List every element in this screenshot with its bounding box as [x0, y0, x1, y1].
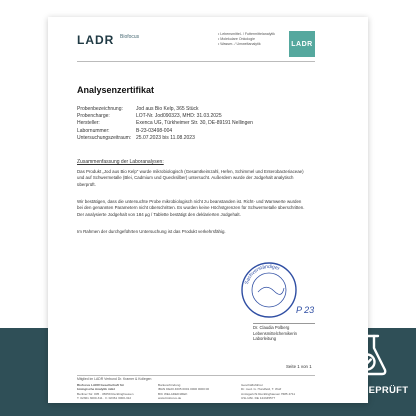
field-value: Exenca UG, Türkheimer Str. 30, DE-89191 Nellingen [136, 120, 253, 127]
field-row [77, 113, 253, 120]
flask-check-icon [318, 320, 416, 380]
service-item: • Wasser- / Umweltanalytik [218, 42, 261, 47]
signatory-block [253, 325, 297, 342]
field-row [77, 106, 253, 113]
field-value: Jod aus Bio Kelp, 365 Stück [136, 106, 199, 112]
footer-line: T. 02361 3000-311 · F. 02361 3000-312 [77, 396, 132, 401]
badge-label: LABORGEPRÜFT [325, 385, 409, 396]
field-label: Hersteller: [77, 120, 100, 127]
signatory-position: Laborleitung [253, 336, 277, 342]
service-list [218, 32, 275, 48]
page-title: Analysenzertifikat [77, 85, 155, 95]
field-value: LOT-Nr. Jod090323, MHD: 31.03.2025 [136, 113, 222, 120]
footer-company-column [77, 383, 133, 401]
footer-line: biologische Analytik mbH [77, 387, 115, 392]
summary-heading: Zusammenfassung der Laboranalysen: [77, 159, 164, 165]
field-label: Labornummer: [77, 127, 110, 134]
ladr-logo: LADR [77, 33, 115, 47]
confirmation-paragraph: Wir bestätigen, dass die untersuchte Probe mikrobiologisch nicht zu beanstanden ist. Richt- und Warnwerte wurden bei den genannten Parametern nicht überschritten. Es wurden keine Höchstgrenzen für Schwermetalle überschritten. Der analysierte Jodgehalt von 184 µg / Tablette bestätigt den deklarierten Jodgehalt. [77, 199, 305, 217]
header-divider [77, 61, 315, 62]
service-item: • Lebensmittel- / Futtermittelanalytik [218, 32, 275, 36]
service-item: • Molekulare Onkologie [218, 37, 256, 42]
field-row [77, 135, 253, 142]
footer-line: www.biofocus.de [158, 396, 182, 401]
footer-line: Bankverbindung [158, 383, 181, 387]
footer-bank-column [158, 383, 209, 401]
field-row [77, 120, 253, 127]
footer-line: BIC WELADED1REK [158, 391, 188, 396]
field-label: Untersuchungszeitraum: [77, 134, 132, 141]
page-number: Seite 1 von 1 [286, 364, 312, 369]
footer-management-column [241, 383, 295, 401]
footer-divider [77, 375, 315, 376]
footer-line: Geschäftsführer [241, 383, 264, 387]
field-label: Probenbezeichnung: [77, 106, 123, 112]
official-stamp-icon [240, 261, 298, 319]
handwritten-initials: P 23 [296, 305, 315, 315]
lab-tested-badge [318, 320, 416, 416]
summary-paragraph: Das Produkt „Jod aus Bio Kelp" wurde mikrobiologisch (Gesamtkeimzahl, Hefen, Schimmel und Enterobacteriaceae) und auf Schwermetalle (Blei, Cadmium und Quecksilber) untersucht. Außerdem wurde der Jodgehalt analytisch überprüft. [77, 169, 304, 187]
sample-fields [77, 106, 253, 142]
footer-line: USt-IdNr. DE 124345577 [241, 396, 276, 401]
ladr-brand-box: LADR [289, 31, 315, 57]
signatory-role: Lebensmittelchemikerin [253, 330, 297, 336]
footer-line: Dr. med. G. Hundfeld, T. Wolf [241, 387, 282, 392]
field-value: 25.07.2023 bis 11.08.2023 [136, 134, 195, 141]
footer-line: IBAN DE20 4605 0001 0000 0000 00 [158, 387, 210, 392]
footer-membership: Mitglied im LADR Verbund Dr. Kramer & Kollegen [77, 377, 152, 381]
logo-subtitle: Biofocus [120, 34, 140, 40]
field-label: Probencharge: [77, 113, 110, 120]
conclusion-paragraph: Im Rahmen der durchgeführten Untersuchung ist das Produkt verkehrsfähig. [77, 229, 226, 234]
footer-line: Biofocus LADR Gesellschaft für [77, 383, 124, 387]
signature-line [253, 323, 315, 324]
field-value: B-23-03498-004 [136, 127, 173, 134]
stamp-text: Sachverständiger [243, 263, 281, 286]
footer-line: Berliner Str. 005 · 45659 Recklinghausen [77, 391, 134, 396]
field-row [77, 128, 253, 135]
signatory-name: Dr. Claudia Polberg [253, 325, 290, 330]
footer-line: Amtsgericht Recklinghausen HRB 4711 [241, 391, 296, 396]
